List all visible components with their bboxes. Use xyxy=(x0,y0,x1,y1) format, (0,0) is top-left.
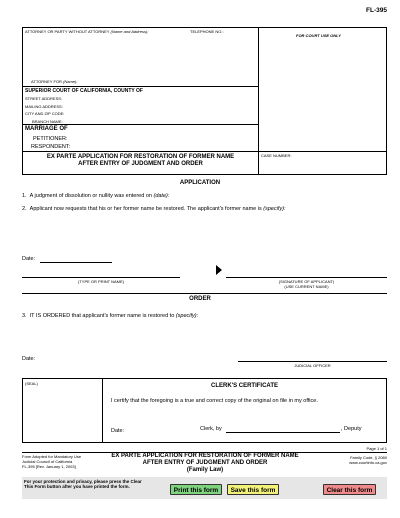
order-heading: ORDER xyxy=(189,296,211,302)
clerk-signature-field[interactable] xyxy=(226,432,340,433)
street-address-label: STREET ADDRESS: xyxy=(25,96,63,101)
form-number: FL-395 xyxy=(366,7,387,14)
city-zip-label: CITY AND ZIP CODE: xyxy=(25,111,65,116)
item-2: 2. Applicant now requests that his or her former name be restored. The applicant's former name is (specify): xyxy=(22,206,286,212)
attorney-label: ATTORNEY OR PARTY WITHOUT ATTORNEY (Name and Address): xyxy=(25,29,149,34)
mailing-address-label: MAILING ADDRESS: xyxy=(25,104,63,109)
item-3: 3. IT IS ORDERED that applicant's former name is restored to (specify): xyxy=(22,313,199,319)
application-heading: APPLICATION xyxy=(179,180,221,186)
branch-name-label: BRANCH NAME: xyxy=(32,119,63,124)
family-code-reference: Family Code, § 2080 www.courtinfo.ca.gov xyxy=(349,455,387,465)
attorney-for-label: ATTORNEY FOR (Name): xyxy=(31,79,78,84)
clerk-certificate-heading: CLERK'S CERTIFICATE xyxy=(211,383,278,389)
item-1: 1. A judgment of dissolution or nullity was entered on (date): xyxy=(22,193,170,199)
type-name-field[interactable] xyxy=(22,277,180,278)
adopted-notice: Form Adopted for Mandatory Use Judicial Council of California FL-395 [Rev. January 1, 2003] xyxy=(22,454,82,469)
clerk-by-label: Clerk, by xyxy=(200,426,222,432)
footer-title: EX PARTE APPLICATION FOR RESTORATION OF FORMER NAME AFTER ENTRY OF JUDGMENT AND ORDER (Family Law) xyxy=(111,453,299,473)
telephone-label: TELEPHONE NO.: xyxy=(190,29,224,34)
print-form-button[interactable]: Print this form xyxy=(170,484,222,495)
seal-label: (SEAL) xyxy=(25,381,38,386)
marriage-title: MARRIAGE OF xyxy=(25,126,68,132)
application-date-field[interactable] xyxy=(40,262,112,263)
save-form-button[interactable]: Save this form xyxy=(227,484,279,495)
clerk-certificate-text: I certify that the foregoing is a true and correct copy of the original on file in my office. xyxy=(111,398,318,404)
judicial-officer-label: JUDICIAL OFFICER xyxy=(294,363,331,368)
petitioner-label: PETITIONER: xyxy=(33,136,68,142)
signature-arrow-icon xyxy=(216,265,222,275)
court-use-divider xyxy=(258,27,259,175)
case-number-field[interactable] xyxy=(261,159,385,173)
case-number-label: CASE NUMBER: xyxy=(261,153,292,158)
order-date-label: Date: xyxy=(22,356,36,362)
application-date-label: Date: xyxy=(22,256,36,262)
signature-label: (SIGNATURE OF APPLICANT) (USE CURRENT NAME) xyxy=(278,279,335,289)
type-name-label: (TYPE OR PRINT NAME) xyxy=(78,279,124,284)
attorney-name-address-field[interactable] xyxy=(25,36,255,78)
court-title: SUPERIOR COURT OF CALIFORNIA, COUNTY OF xyxy=(25,88,143,94)
document-title: EX PARTE APPLICATION FOR RESTORATION OF FORMER NAME AFTER ENTRY OF JUDGMENT AND ORDER xyxy=(46,154,235,167)
clerk-date-label: Date: xyxy=(111,428,125,434)
court-use-label: FOR COURT USE ONLY xyxy=(296,33,341,38)
page-number: Page 1 of 1 xyxy=(366,446,387,451)
signature-field[interactable] xyxy=(226,277,387,278)
judicial-officer-signature-field[interactable] xyxy=(238,361,387,362)
deputy-label: , Deputy xyxy=(341,426,362,432)
privacy-notice: For your protection and privacy, please press the Clear This Form button after you have printed the form. xyxy=(24,479,142,489)
respondent-label: RESPONDENT: xyxy=(31,144,71,150)
clear-form-button[interactable]: Clear this form xyxy=(323,484,376,495)
